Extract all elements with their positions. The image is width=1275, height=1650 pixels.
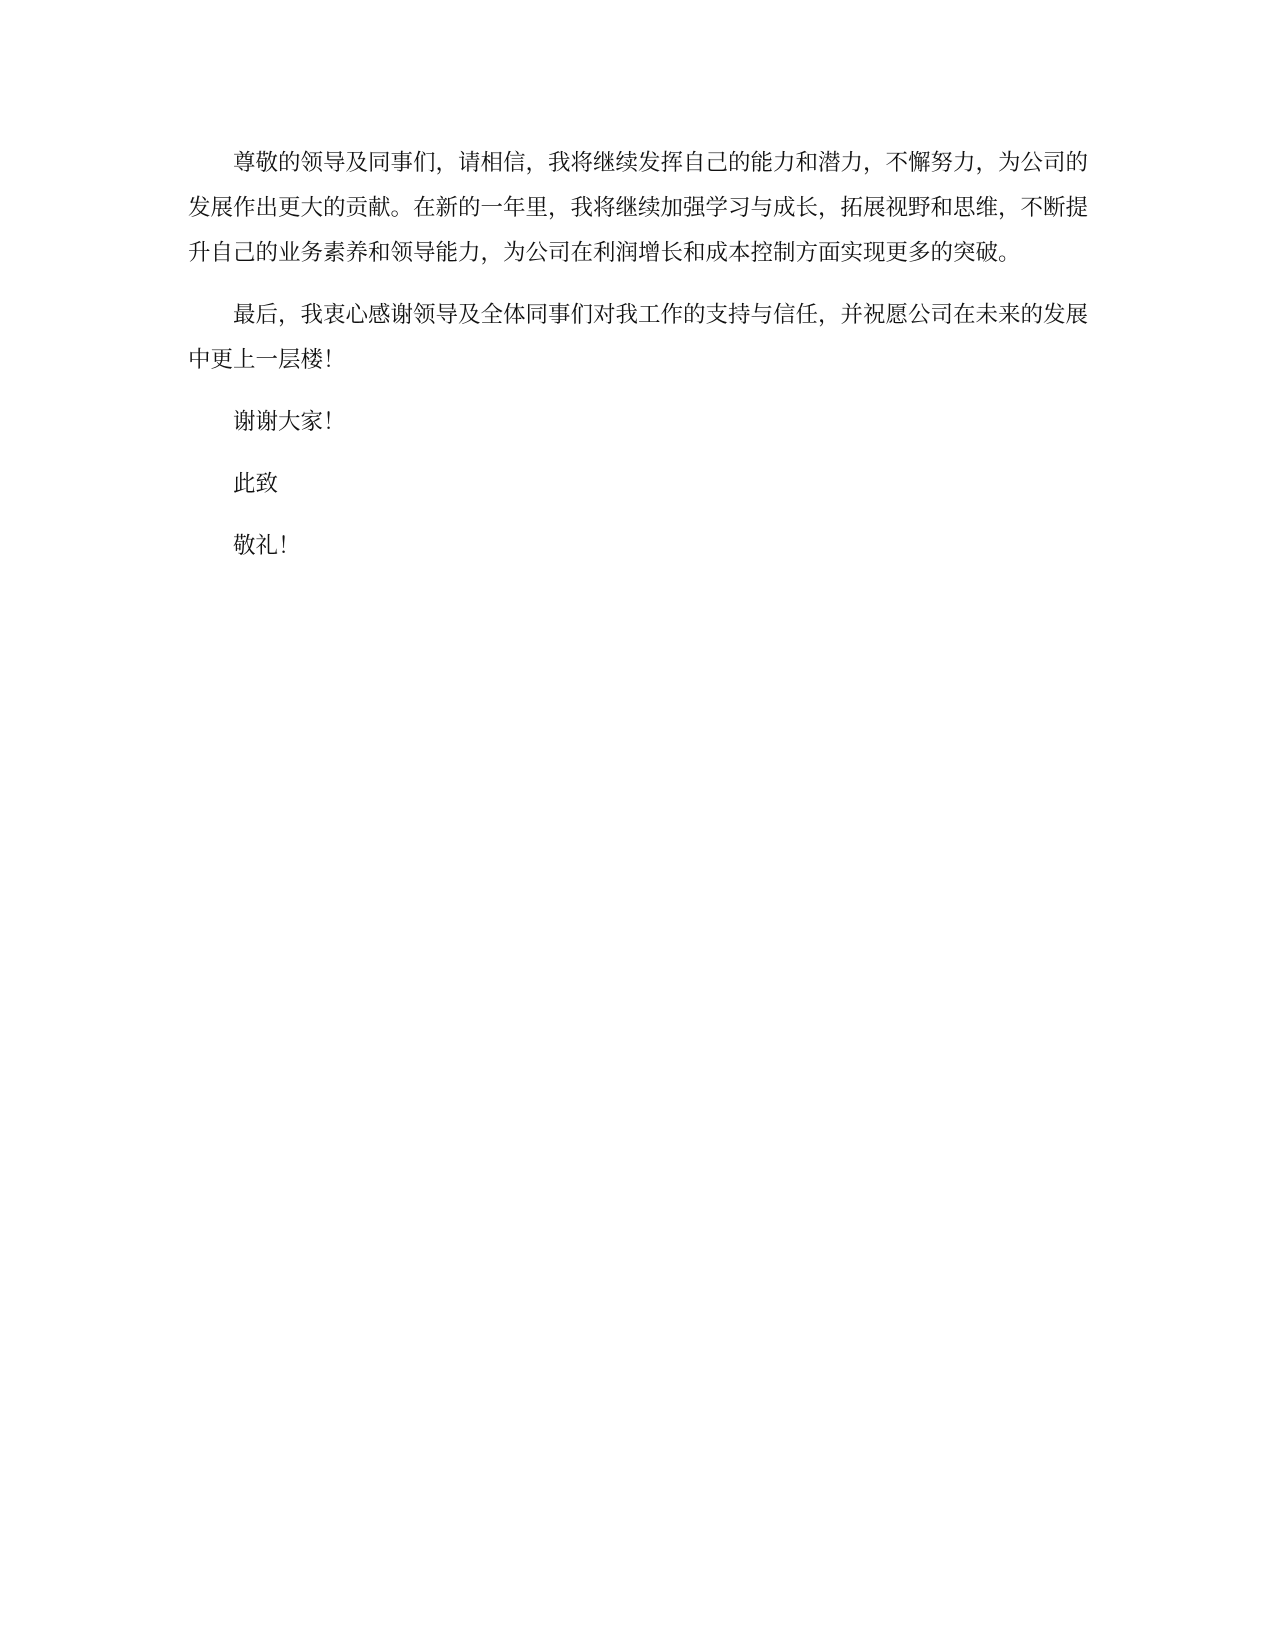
closing-regards: 敬礼！ <box>233 533 301 559</box>
closing-salutation: 此致 <box>233 471 279 497</box>
paragraph-thank-you-all: 谢谢大家！ <box>233 409 346 435</box>
paragraph-commitment: 尊敬的领导及同事们，请相信，我将继续发挥自己的能力和潜力，不懈努力，为公司的发展作出更大的贡献。在新的一年里，我将继续加强学习与成长，拓展视野和思维，不断提升自己的业务素养和领导能力，为公司在利润增长和成本控制方面实现更多的突破。 <box>188 150 1089 266</box>
document-body <box>188 141 1088 586</box>
paragraph-thanks: 最后，我衷心感谢领导及全体同事们对我工作的支持与信任，并祝愿公司在未来的发展中更上一层楼！ <box>188 302 1089 373</box>
